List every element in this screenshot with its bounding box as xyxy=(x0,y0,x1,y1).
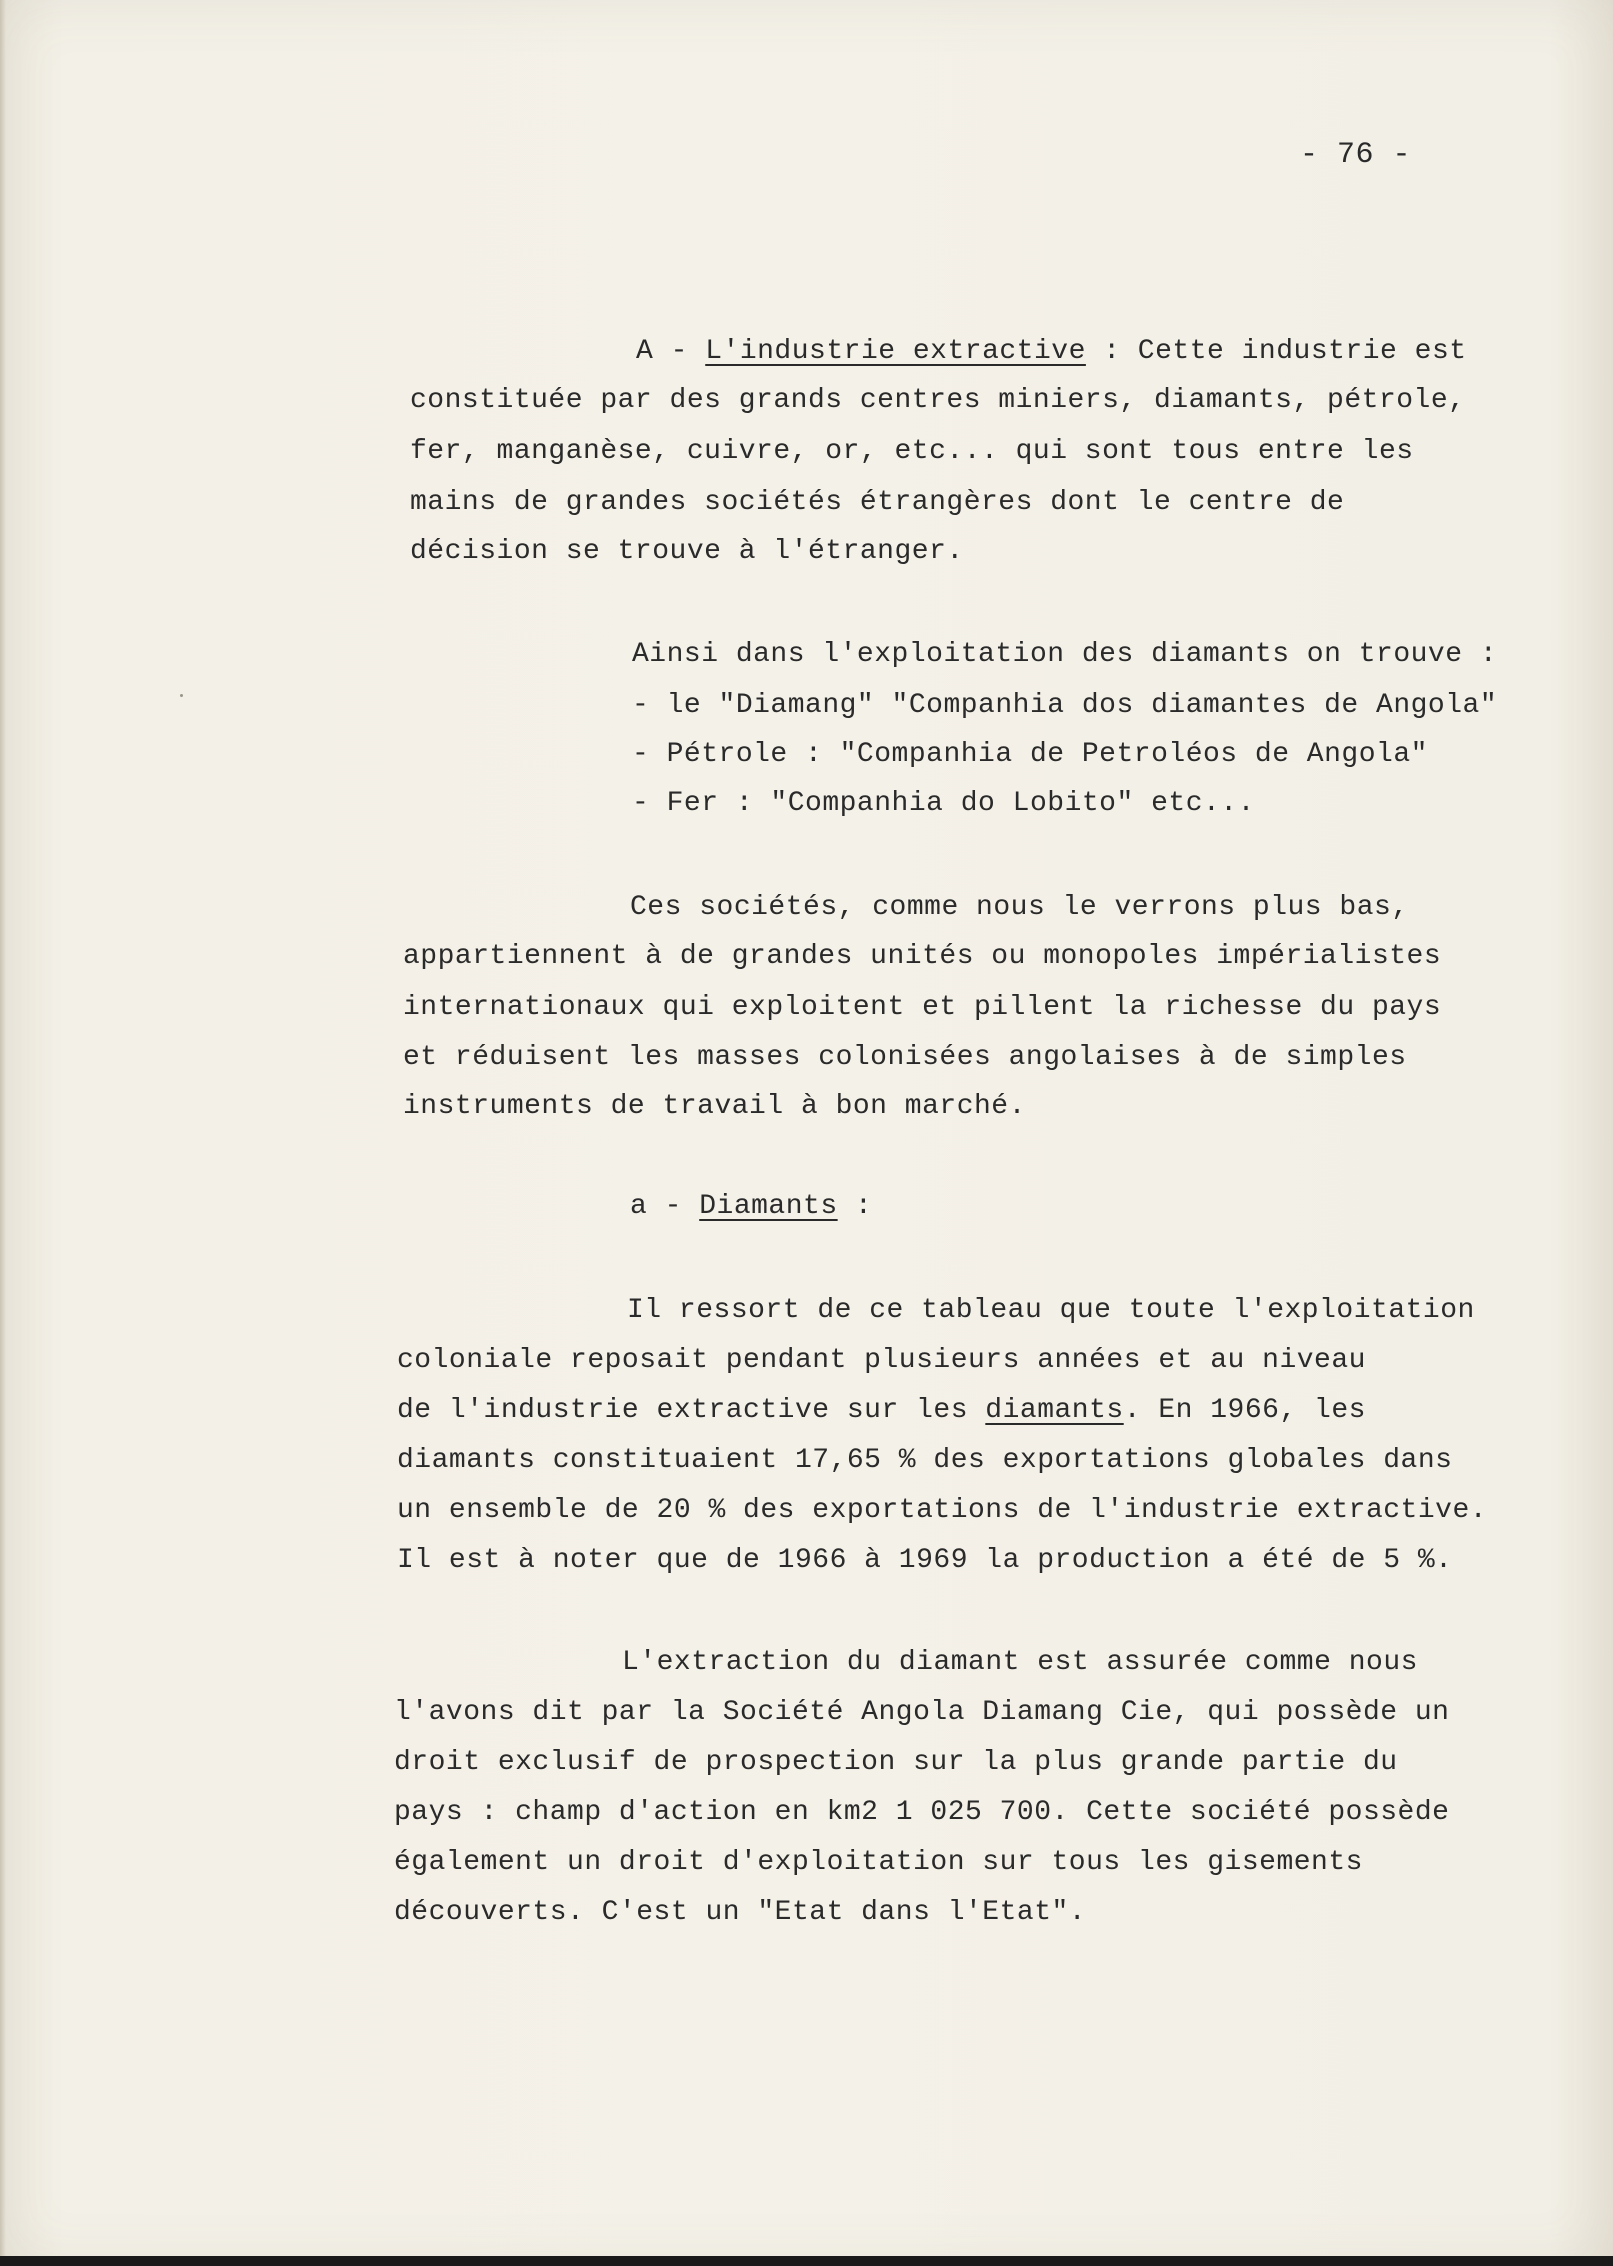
extraction-line: droit exclusif de prospection sur la plus grande partie du xyxy=(394,1747,1398,1778)
diamants-underlined: diamants xyxy=(985,1395,1124,1426)
societies-line: appartiennent à de grandes unités ou monopoles impérialistes xyxy=(403,941,1442,972)
section-a-intro-rest: : Cette industrie est xyxy=(1085,336,1467,367)
diamants-line xyxy=(397,1394,1366,1428)
section-a-line: mains de grandes sociétés étrangères dont le centre de xyxy=(410,487,1345,518)
societies-line: Ces sociétés, comme nous le verrons plus bas, xyxy=(630,892,1409,923)
section-a-line: constituée par des grands centres miniers, diamants, pétrole, xyxy=(410,385,1466,416)
diamants-line: diamants constituaient 17,65 % des exportations globales dans xyxy=(397,1445,1453,1476)
subsection-suffix: : xyxy=(837,1191,873,1222)
examples-lead: Ainsi dans l'exploitation des diamants on trouve : xyxy=(632,639,1498,670)
diamants-line-end: . En 1966, les xyxy=(1123,1395,1366,1426)
extraction-line: découverts. C'est un "Etat dans l'Etat". xyxy=(394,1897,1087,1928)
diamants-line: un ensemble de 20 % des exportations de l'industrie extractive. xyxy=(397,1495,1488,1526)
examples-item: - le "Diamang" "Companhia dos diamantes de Angola" xyxy=(632,690,1498,721)
extraction-line: également un droit d'exploitation sur tous les gisements xyxy=(394,1847,1363,1878)
paper-speck xyxy=(180,694,183,697)
section-a-line: fer, manganèse, cuivre, or, etc... qui sont tous entre les xyxy=(410,436,1414,467)
diamants-line: Il ressort de ce tableau que toute l'exploitation xyxy=(627,1295,1475,1326)
section-a-intro xyxy=(636,335,1467,369)
societies-line: instruments de travail à bon marché. xyxy=(403,1091,1026,1122)
diamants-line-start: de l'industrie extractive sur les xyxy=(397,1395,986,1426)
subsection-diamants-heading xyxy=(630,1190,872,1224)
page-bottom-edge xyxy=(0,2256,1613,2266)
section-a-line: décision se trouve à l'étranger. xyxy=(410,536,964,567)
section-a-prefix: A - xyxy=(636,336,706,367)
extraction-line: L'extraction du diamant est assurée comme nous xyxy=(622,1647,1418,1678)
page-number: - 76 - xyxy=(1300,138,1412,172)
diamants-line: coloniale reposait pendant plusieurs années et au niveau xyxy=(397,1345,1366,1376)
subsection-prefix: a - xyxy=(630,1191,700,1222)
section-a-heading: L'industrie extractive xyxy=(705,336,1086,367)
societies-line: et réduisent les masses colonisées angolaises à de simples xyxy=(403,1042,1407,1073)
examples-item: - Fer : "Companhia do Lobito" etc... xyxy=(632,788,1255,819)
extraction-line: l'avons dit par la Société Angola Diamang Cie, qui possède un xyxy=(394,1697,1450,1728)
page-edge-shadow xyxy=(0,0,6,2266)
examples-item: - Pétrole : "Companhia de Petroléos de Angola" xyxy=(632,739,1428,770)
subsection-heading: Diamants xyxy=(699,1191,838,1222)
extraction-line: pays : champ d'action en km2 1 025 700. Cette société possède xyxy=(394,1797,1450,1828)
societies-line: internationaux qui exploitent et pillent la richesse du pays xyxy=(403,992,1442,1023)
diamants-line: Il est à noter que de 1966 à 1969 la production a été de 5 %. xyxy=(397,1545,1453,1576)
